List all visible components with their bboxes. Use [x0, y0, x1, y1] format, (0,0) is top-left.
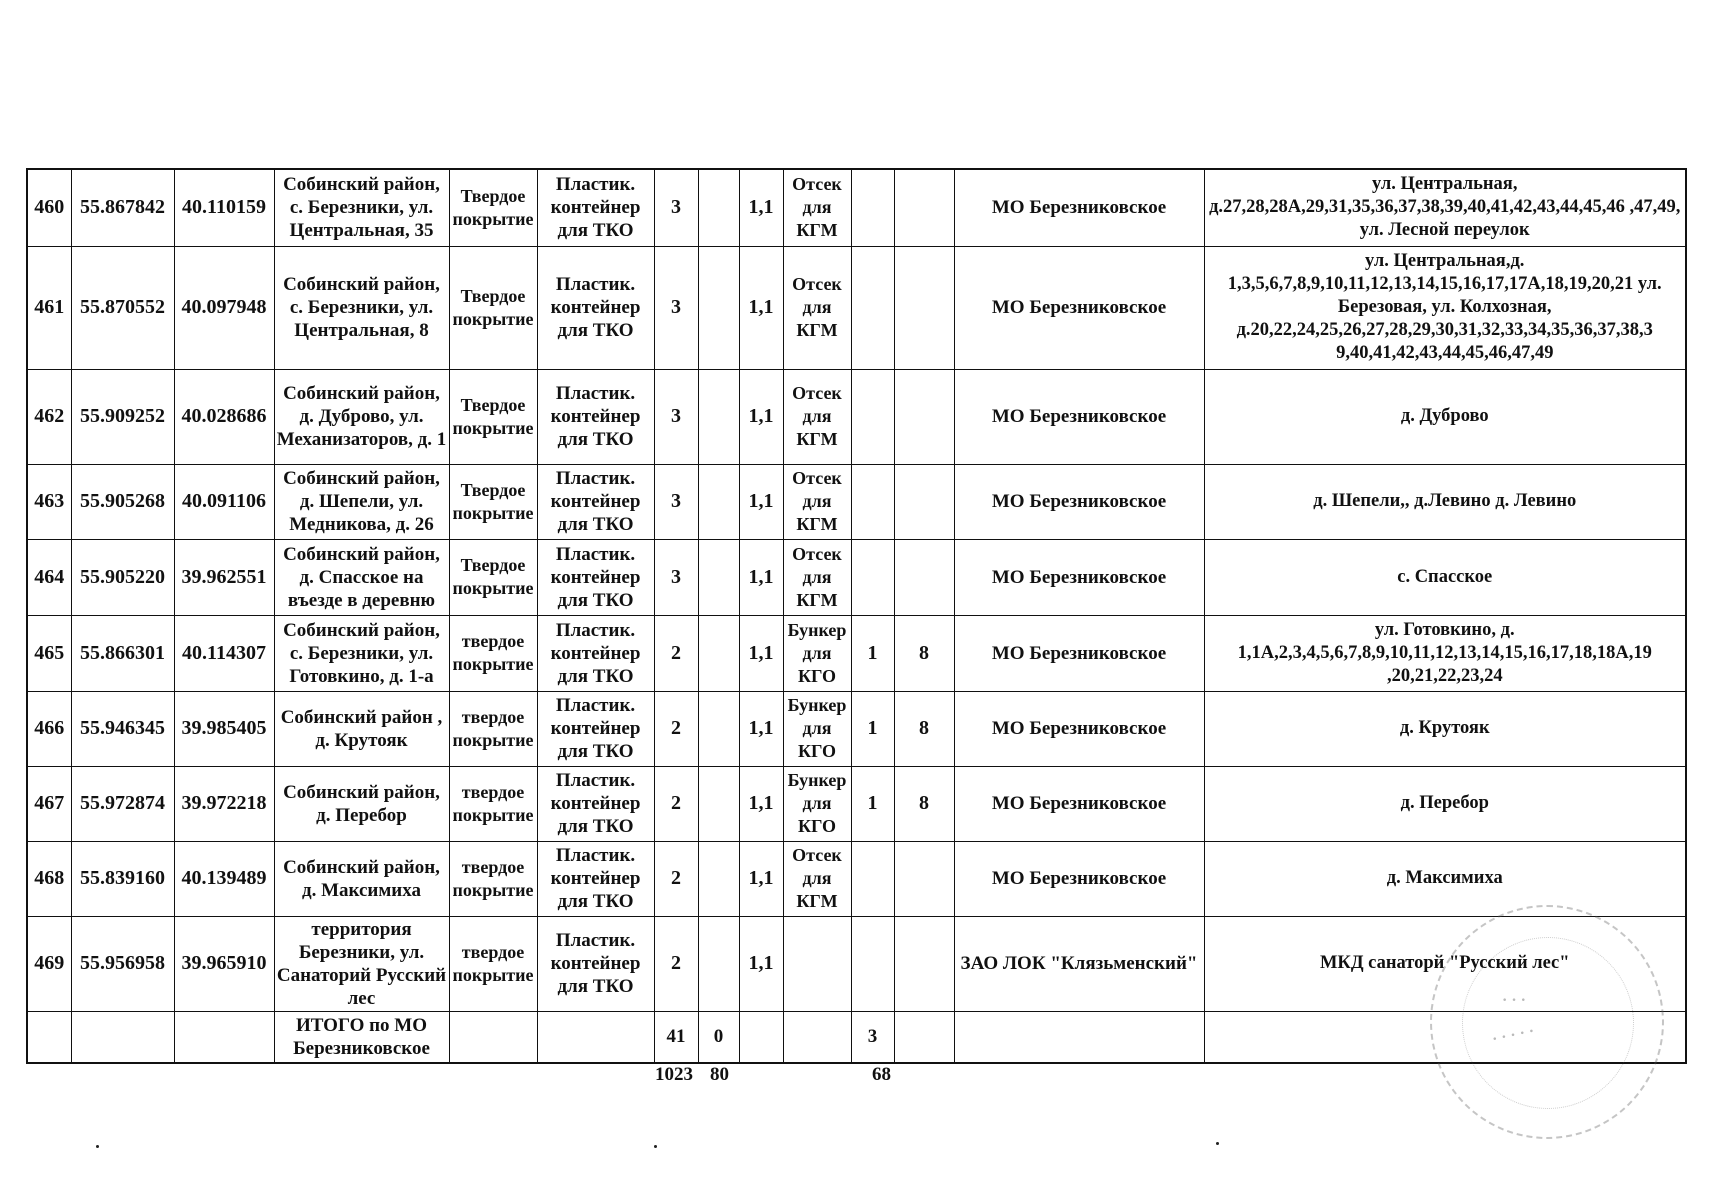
served-objects-cell: д. Крутояк: [1204, 691, 1686, 766]
column-8-cell: [698, 464, 739, 539]
longitude-cell: 39.965910: [174, 916, 274, 1011]
empty-cell: [894, 1011, 954, 1063]
table-row: [27, 691, 1686, 766]
surface-cell: твердое покрытие: [449, 615, 537, 691]
column-8-cell: [698, 916, 739, 1011]
served-objects-cell: ул. Готовкино, д. 1,1А,2,3,4,5,6,7,8,9,10,11,12,13,14,15,16,17,18,18А,19 ,20,21,22,23,24: [1204, 615, 1686, 691]
surface-cell: твердое покрытие: [449, 841, 537, 916]
organization-cell: МО Березниковское: [954, 615, 1204, 691]
container-type-cell: Пластик. контейнер для ТКО: [537, 246, 654, 369]
latitude-cell: 55.972874: [71, 766, 174, 841]
column-11-cell: [851, 916, 894, 1011]
column-12-cell: [894, 916, 954, 1011]
column-11-cell: [851, 369, 894, 464]
organization-cell: МО Березниковское: [954, 539, 1204, 615]
container-count-cell: 2: [654, 615, 698, 691]
column-12-cell: [894, 464, 954, 539]
container-type-cell: Пластик. контейнер для ТКО: [537, 916, 654, 1011]
volume-cell: 1,1: [739, 916, 783, 1011]
address-cell: Собинский район, д. Шепели, ул. Медникова, д. 26: [274, 464, 449, 539]
organization-cell: МО Березниковское: [954, 369, 1204, 464]
bulky-waste-cell: Отсек для КГМ: [783, 841, 851, 916]
bulky-waste-cell: Отсек для КГМ: [783, 246, 851, 369]
column-12-cell: [894, 169, 954, 246]
latitude-cell: 55.905268: [71, 464, 174, 539]
container-count-cell: 3: [654, 539, 698, 615]
table-row: [27, 841, 1686, 916]
served-objects-cell: ул. Центральная, д.27,28,28А,29,31,35,36,37,38,39,40,41,42,43,44,45,46 ,47,49, ул. Лесной переулок: [1204, 169, 1686, 246]
longitude-cell: 40.091106: [174, 464, 274, 539]
bulky-waste-cell: Бункер для КГО: [783, 615, 851, 691]
address-cell: Собинский район, д. Перебор: [274, 766, 449, 841]
container-count-cell: 3: [654, 369, 698, 464]
container-type-cell: Пластик. контейнер для ТКО: [537, 539, 654, 615]
latitude-cell: 55.870552: [71, 246, 174, 369]
column-12-cell: 8: [894, 766, 954, 841]
row-number: 464: [27, 539, 71, 615]
latitude-cell: 55.866301: [71, 615, 174, 691]
total-c2: 0: [698, 1011, 739, 1063]
address-cell: Собинский район, д. Спасское на въезде в деревню: [274, 539, 449, 615]
address-cell: Собинский район, с. Березники, ул. Центральная, 35: [274, 169, 449, 246]
row-number: 467: [27, 766, 71, 841]
row-number: 462: [27, 369, 71, 464]
column-8-cell: [698, 691, 739, 766]
volume-cell: 1,1: [739, 841, 783, 916]
container-type-cell: Пластик. контейнер для ТКО: [537, 169, 654, 246]
table-row: [27, 169, 1686, 246]
address-cell: территория Березники, ул. Санаторий Русский лес: [274, 916, 449, 1011]
empty-cell: [537, 1011, 654, 1063]
served-objects-cell: д. Перебор: [1204, 766, 1686, 841]
bulky-waste-cell: [783, 916, 851, 1011]
organization-cell: МО Березниковское: [954, 766, 1204, 841]
container-count-cell: 2: [654, 841, 698, 916]
volume-cell: 1,1: [739, 369, 783, 464]
column-11-cell: [851, 169, 894, 246]
bulky-waste-cell: Отсек для КГМ: [783, 369, 851, 464]
organization-cell: МО Березниковское: [954, 841, 1204, 916]
surface-cell: Твердое покрытие: [449, 539, 537, 615]
bulky-waste-cell: Отсек для КГМ: [783, 169, 851, 246]
latitude-cell: 55.956958: [71, 916, 174, 1011]
container-type-cell: Пластик. контейнер для ТКО: [537, 369, 654, 464]
bulky-waste-cell: Бункер для КГО: [783, 766, 851, 841]
volume-cell: 1,1: [739, 691, 783, 766]
table-body: [27, 169, 1686, 1063]
row-number: 465: [27, 615, 71, 691]
latitude-cell: 55.909252: [71, 369, 174, 464]
bulky-waste-cell: Бункер для КГО: [783, 691, 851, 766]
volume-cell: 1,1: [739, 766, 783, 841]
surface-cell: твердое покрытие: [449, 691, 537, 766]
volume-cell: 1,1: [739, 169, 783, 246]
volume-cell: 1,1: [739, 464, 783, 539]
organization-cell: МО Березниковское: [954, 246, 1204, 369]
surface-cell: Твердое покрытие: [449, 246, 537, 369]
container-count-cell: 2: [654, 916, 698, 1011]
longitude-cell: 39.985405: [174, 691, 274, 766]
table-row: [27, 615, 1686, 691]
column-8-cell: [698, 369, 739, 464]
container-type-cell: Пластик. контейнер для ТКО: [537, 766, 654, 841]
total-count: 41: [654, 1011, 698, 1063]
served-objects-cell: д. Дуброво: [1204, 369, 1686, 464]
column-8-cell: [698, 841, 739, 916]
bulky-waste-cell: Отсек для КГМ: [783, 464, 851, 539]
column-12-cell: 8: [894, 615, 954, 691]
scan-dot: [654, 1145, 657, 1148]
empty-cell: [174, 1011, 274, 1063]
table-row: [27, 369, 1686, 464]
served-objects-cell: д. Шепели,, д.Левино д. Левино: [1204, 464, 1686, 539]
scan-dot: [96, 1145, 99, 1148]
scan-dot: [1216, 1142, 1219, 1145]
empty-cell: [449, 1011, 537, 1063]
column-11-cell: [851, 539, 894, 615]
surface-cell: Твердое покрытие: [449, 464, 537, 539]
longitude-cell: 40.110159: [174, 169, 274, 246]
table-row: [27, 464, 1686, 539]
column-11-cell: [851, 841, 894, 916]
column-11-cell: [851, 464, 894, 539]
organization-cell: МО Березниковское: [954, 464, 1204, 539]
container-count-cell: 2: [654, 691, 698, 766]
latitude-cell: 55.905220: [71, 539, 174, 615]
table-row: [27, 539, 1686, 615]
column-12-cell: 8: [894, 691, 954, 766]
column-12-cell: [894, 369, 954, 464]
column-8-cell: [698, 766, 739, 841]
organization-cell: ЗАО ЛОК "Клязьменский": [954, 916, 1204, 1011]
longitude-cell: 39.972218: [174, 766, 274, 841]
row-number: 466: [27, 691, 71, 766]
served-objects-cell: МКД санаторй "Русский лес": [1204, 916, 1686, 1011]
column-8-cell: [698, 169, 739, 246]
container-type-cell: Пластик. контейнер для ТКО: [537, 841, 654, 916]
table-row: [27, 766, 1686, 841]
total-label: ИТОГО по МО Березниковское: [274, 1011, 449, 1063]
table-row: [27, 246, 1686, 369]
row-number: 460: [27, 169, 71, 246]
served-objects-cell: ул. Центральная,д. 1,3,5,6,7,8,9,10,11,12,13,14,15,16,17,17А,18,19,20,21 ул. Березовая, ул. Колхозная, д.20,22,24,25,26,27,28,29,30,31,32,33,34,35,36,37,38,3 9,40,41,42,43,44,45,46,47,49: [1204, 246, 1686, 369]
address-cell: Собинский район, д. Максимиха: [274, 841, 449, 916]
latitude-cell: 55.946345: [71, 691, 174, 766]
row-number: 461: [27, 246, 71, 369]
surface-cell: твердое покрытие: [449, 916, 537, 1011]
organization-cell: МО Березниковское: [954, 169, 1204, 246]
served-objects-cell: д. Максимиха: [1204, 841, 1686, 916]
volume-cell: 1,1: [739, 246, 783, 369]
longitude-cell: 40.028686: [174, 369, 274, 464]
latitude-cell: 55.867842: [71, 169, 174, 246]
column-11-cell: 1: [851, 615, 894, 691]
address-cell: Собинский район, с. Березники, ул. Центральная, 8: [274, 246, 449, 369]
container-count-cell: 3: [654, 464, 698, 539]
row-number: 468: [27, 841, 71, 916]
total-c5: 3: [851, 1011, 894, 1063]
served-objects-cell: с. Спасское: [1204, 539, 1686, 615]
column-11-cell: 1: [851, 766, 894, 841]
address-cell: Собинский район, д. Дуброво, ул. Механизаторов, д. 1: [274, 369, 449, 464]
column-11-cell: [851, 246, 894, 369]
container-type-cell: Пластик. контейнер для ТКО: [537, 691, 654, 766]
surface-cell: Твердое покрытие: [449, 369, 537, 464]
empty-cell: [71, 1011, 174, 1063]
latitude-cell: 55.839160: [71, 841, 174, 916]
column-12-cell: [894, 841, 954, 916]
surface-cell: Твердое покрытие: [449, 169, 537, 246]
column-8-cell: [698, 539, 739, 615]
empty-cell: [954, 1011, 1204, 1063]
column-12-cell: [894, 246, 954, 369]
column-12-cell: [894, 539, 954, 615]
container-sites-table: [26, 168, 1687, 1064]
longitude-cell: 40.139489: [174, 841, 274, 916]
grand-total-count: 1023: [655, 1064, 693, 1085]
empty-cell: [739, 1011, 783, 1063]
empty-cell: [783, 1011, 851, 1063]
row-number: 469: [27, 916, 71, 1011]
address-cell: Собинский район, с. Березники, ул. Готовкино, д. 1-а: [274, 615, 449, 691]
longitude-cell: 40.114307: [174, 615, 274, 691]
row-number: 463: [27, 464, 71, 539]
seal-stamp: · · · · · · · ·: [1430, 905, 1664, 1139]
empty-cell: [27, 1011, 71, 1063]
address-cell: Собинский район , д. Крутояк: [274, 691, 449, 766]
column-11-cell: 1: [851, 691, 894, 766]
longitude-cell: 39.962551: [174, 539, 274, 615]
container-count-cell: 3: [654, 169, 698, 246]
volume-cell: 1,1: [739, 615, 783, 691]
longitude-cell: 40.097948: [174, 246, 274, 369]
grand-total-c2: 80: [710, 1064, 729, 1085]
container-type-cell: Пластик. контейнер для ТКО: [537, 464, 654, 539]
volume-cell: 1,1: [739, 539, 783, 615]
container-type-cell: Пластик. контейнер для ТКО: [537, 615, 654, 691]
container-count-cell: 3: [654, 246, 698, 369]
column-8-cell: [698, 246, 739, 369]
container-count-cell: 2: [654, 766, 698, 841]
organization-cell: МО Березниковское: [954, 691, 1204, 766]
grand-total-c5: 68: [872, 1064, 891, 1085]
surface-cell: твердое покрытие: [449, 766, 537, 841]
bulky-waste-cell: Отсек для КГМ: [783, 539, 851, 615]
column-8-cell: [698, 615, 739, 691]
